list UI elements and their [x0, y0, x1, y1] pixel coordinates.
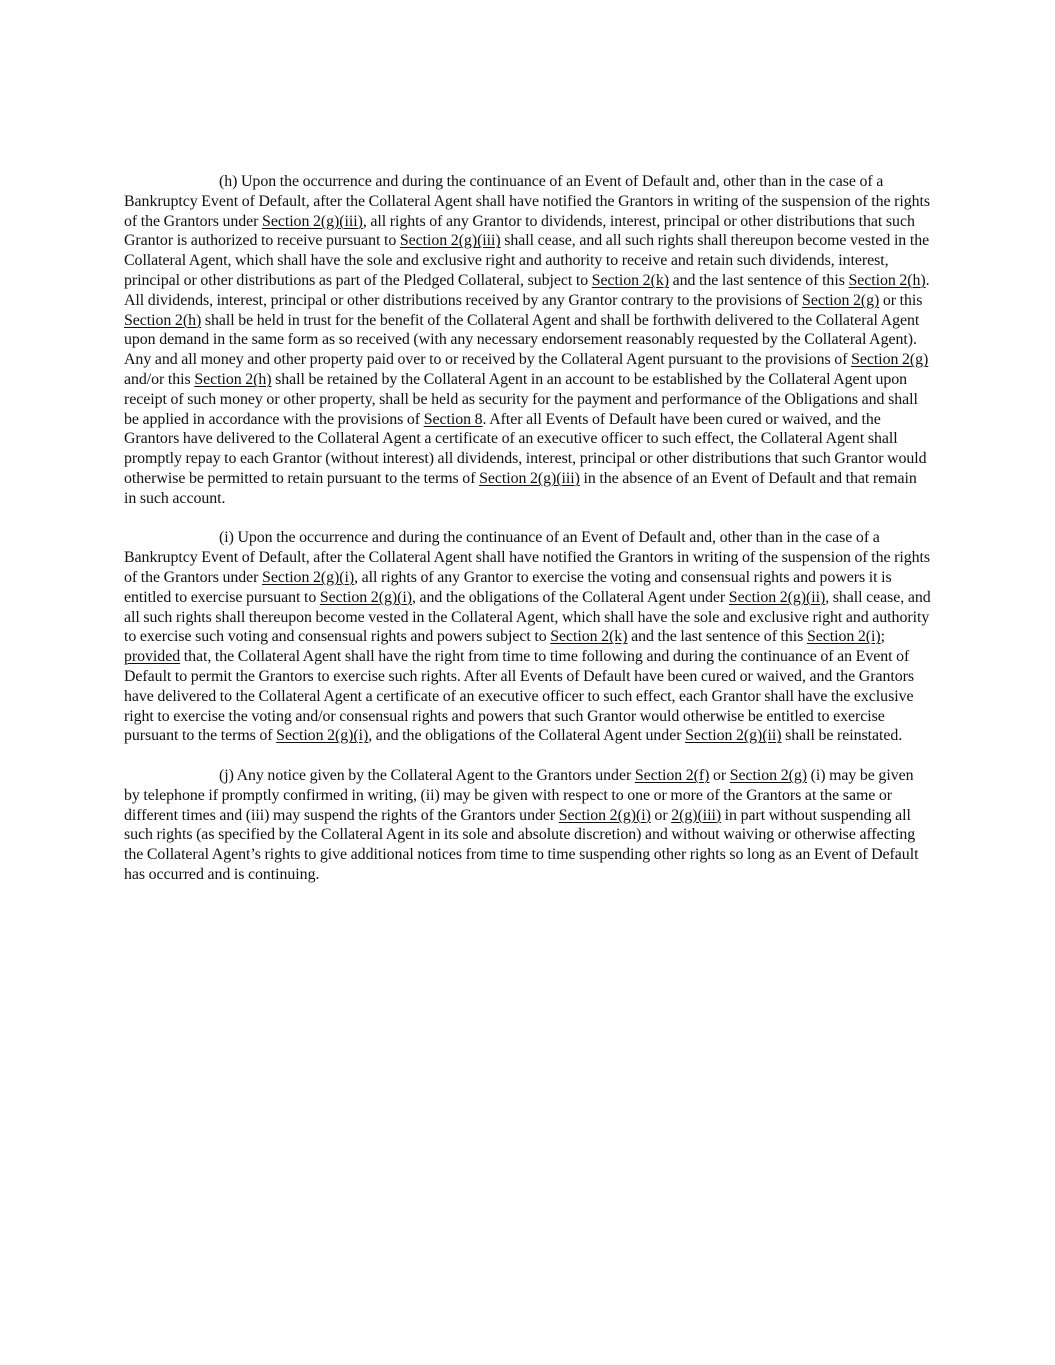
- text-segment: , and the obligations of the Collateral Agent under: [368, 727, 686, 745]
- section-reference: Section 2(h): [848, 271, 926, 289]
- text-segment: and the last sentence of this: [668, 271, 849, 289]
- section-reference: Section 2(k): [550, 628, 628, 646]
- document-page: [124, 172, 935, 904]
- text-segment: and/or this: [124, 351, 932, 388]
- text-segment: (j) Any notice given by the Collateral Agent to the Grantors under: [219, 766, 635, 784]
- section-reference: Section 2(g): [729, 766, 807, 784]
- text-segment: . All dividends, interest, principal or other distributions received by any Grantor contrary to the provisions of: [124, 271, 933, 309]
- section-reference: Section 8: [423, 410, 483, 428]
- text-segment: shall be held in trust for the benefit of the Collateral Agent and shall be forthwith delivered to the Collateral Agent upon demand in the same form as so received (with any necessary endorsement reasonably requested by the Collateral Agent). Any and all money and other property paid over to or received by the Collateral Agent pursuant to the provisions of: [124, 311, 923, 369]
- section-reference: 2(g)(iii): [671, 806, 722, 824]
- text-segment: or this: [879, 291, 927, 309]
- section-reference: Section 2(g)(iii): [262, 212, 363, 230]
- section-reference: Section 2(g)(i): [319, 588, 412, 606]
- section-reference: Section 2(i): [806, 628, 881, 646]
- section-reference: Section 2(k): [591, 271, 669, 289]
- text-segment: ;: [880, 628, 889, 646]
- text-segment: . After all Events of Default have been cured or waived, and the Grantors have delivered to the Collateral Agent a certificate of an executive officer to such effect, the Collateral Agent shall promptly repay to each Grantor (without interest) all dividends, interest, principal or other distributions that such Grantor would otherwise be permitted to retain pursuant to the terms of: [124, 410, 931, 487]
- text-segment: , shall cease, and all such rights shall thereupon become vested in the Collateral Agent, which shall have the sole and exclusive right and authority to exercise such voting and consensual rights and powers subject to: [124, 588, 935, 646]
- section-reference: Section 2(h): [194, 370, 272, 388]
- text-segment: or: [709, 766, 730, 784]
- text-segment: that, the Collateral Agent shall have the right from time to time following and during the continuance of an Event of Default to permit the Grantors to exercise such rights. After all Events of Default have been cured or waived, and the Grantors have delivered to the Collateral Agent a certificate of an executive officer to such effect, each Grantor shall have the exclusive right to exercise the voting and/or consensual rights and powers that such Grantor would otherwise be entitled to exercise pursuant to the terms of: [124, 648, 918, 745]
- section-reference: Section 2(g): [851, 351, 929, 369]
- text-segment: and the last sentence of this: [627, 628, 807, 646]
- text-segment: shall be reinstated.: [781, 727, 903, 745]
- section-reference: Section 2(g)(iii): [399, 232, 501, 250]
- text-segment: in the absence of an Event of Default and that remain in such account.: [124, 469, 921, 507]
- text-segment: , and the obligations of the Collateral Agent under: [411, 588, 729, 606]
- text-segment: shall be retained by the Collateral Agent in an account to be established by the Collateral Agent upon receipt of such money or other property, shall be held as security for the payment and performance of the Obligations and shall be applied in accordance with the provisions of: [124, 370, 922, 428]
- paragraph-h: [124, 172, 932, 509]
- section-reference: provided: [124, 648, 181, 666]
- section-reference: Section 2(g)(ii): [728, 588, 826, 606]
- text-segment: (i) may be given by telephone if promptly confirmed in writing, (ii) may be given with respect to one or more of the Grantors at the same or different times and (iii) may suspend the rights of the Grantors under: [124, 766, 918, 824]
- section-reference: Section 2(g)(i): [276, 727, 369, 745]
- text-segment: , all rights of any Grantor to exercise the voting and consensual rights and powers it is entitled to exercise pursuant to: [124, 568, 896, 606]
- text-segment: (h) Upon the occurrence and during the continuance of an Event of Default and, other than in the case of a Bankruptcy Event of Default, after the Collateral Agent shall have notified the Grantors in writing of the suspension of the rights of the Grantors under: [124, 173, 934, 230]
- section-reference: Section 2(g)(i): [558, 806, 651, 824]
- text-segment: , all rights of any Grantor to dividends, interest, principal or other distributions that such Grantor is authorized to receive pursuant to: [124, 212, 919, 250]
- text-segment: shall cease, and all such rights shall thereupon become vested in the Collateral Agent, which shall have the sole and exclusive right and authority to receive and retain such dividends, interest, principal or other distributions as part of the Pledged Collateral, subject to: [124, 232, 933, 289]
- section-reference: Section 2(g)(ii): [685, 727, 782, 745]
- section-reference: Section 2(g)(iii): [479, 469, 580, 487]
- section-reference: Section 2(f): [634, 766, 710, 784]
- text-segment: in part without suspending all such rights (as specified by the Collateral Agent in its sole and absolute discretion) and without waiving or otherwise affecting the Collateral Agent’s rights to give additional notices from time to time suspending other rights so long as an Event of Default has occurred and is continuing.: [124, 806, 923, 883]
- section-reference: Section 2(g)(i): [262, 568, 355, 586]
- text-segment: (i) Upon the occurrence and during the continuance of an Event of Default and, other than in the case of a Bankruptcy Event of Default, after the Collateral Agent shall have notified the Grantors in writing of the suspension of the rights of the Grantors under: [124, 529, 934, 586]
- paragraph-i: [124, 528, 935, 746]
- text-segment: or: [650, 806, 672, 824]
- section-reference: Section 2(g): [802, 291, 880, 309]
- section-reference: Section 2(h): [124, 311, 202, 329]
- paragraph-j: [124, 766, 932, 885]
